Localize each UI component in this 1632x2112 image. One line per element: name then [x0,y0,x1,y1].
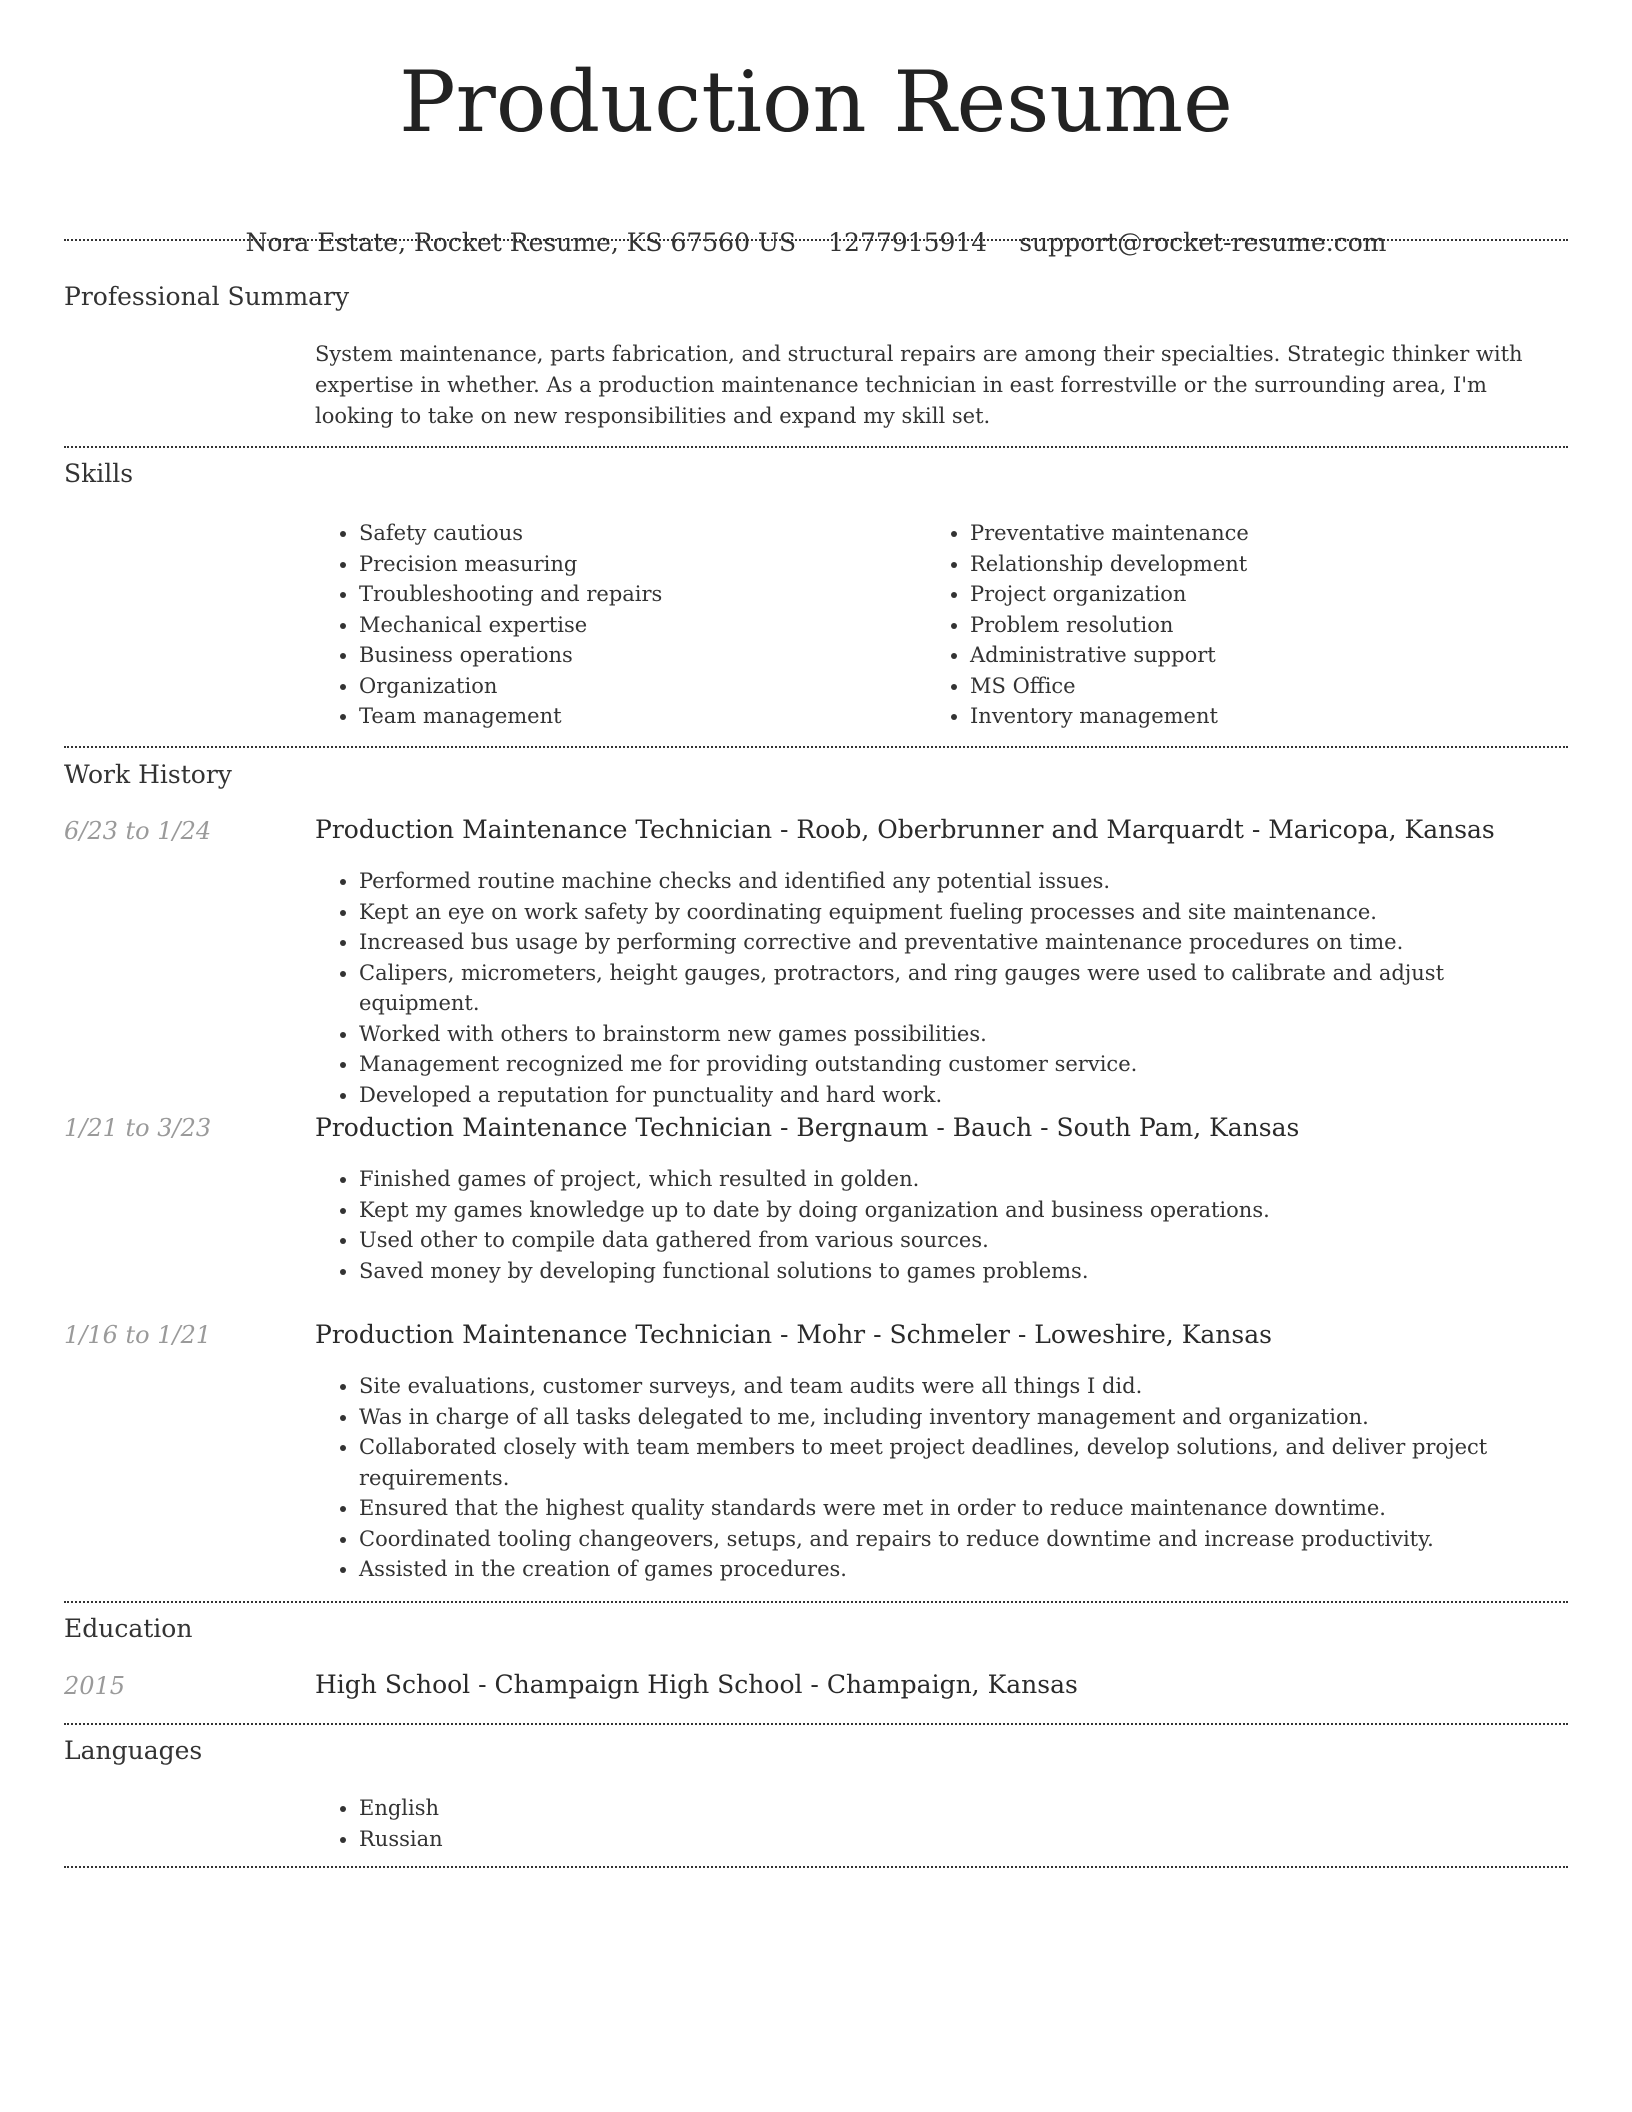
job-bullet: • Performed routine machine checks and identified any potential issues. [359,866,1570,897]
job-bullet: • Saved money by developing functional solutions to games problems. [359,1256,1570,1287]
skill-item: • Problem resolution [970,610,1249,641]
divider [64,446,1568,448]
section-title-languages: Languages [64,1736,203,1765]
job-dates: 1/16 to 1/21 [64,1321,212,1349]
contact-phone: 1277915914 [828,228,988,257]
job-bullet: • Finished games of project, which resulted in golden. [359,1164,1570,1195]
contact-address: Nora Estate, Rocket Resume, KS 67560 US [245,228,797,257]
job-bullet: • Kept my games knowledge up to date by doing organization and business operations. [359,1195,1570,1226]
job-dates: 1/21 to 3/23 [64,1114,212,1142]
job-title: Production Maintenance Technician - Bergnaum - Bauch - South Pam, Kansas [315,1113,1300,1142]
skill-item: • Relationship development [970,549,1249,580]
job-bullet: • Worked with others to brainstorm new games possibilities. [359,1019,1570,1050]
education-year: 2015 [64,1672,126,1700]
section-title-education: Education [64,1614,193,1643]
job-title: Production Maintenance Technician - Mohr - Schmeler - Loweshire, Kansas [315,1320,1272,1349]
job-bullet: • Ensured that the highest quality standards were met in order to reduce maintenance downtime. [359,1493,1570,1524]
skills-column-left [315,518,662,732]
skill-item: • Administrative support [970,640,1249,671]
job-bullet: • Management recognized me for providing outstanding customer service. [359,1049,1570,1080]
job-bullet: • Site evaluations, customer surveys, and team audits were all things I did. [359,1371,1570,1402]
skill-item: • Preventative maintenance [970,518,1249,549]
job-bullets [315,1371,1570,1585]
skills-column-right [926,518,1249,732]
education-entry: High School - Champaign High School - Champaign, Kansas [315,1670,1078,1699]
job-bullet: • Coordinated tooling changeovers, setups, and repairs to reduce downtime and increase productivity. [359,1524,1570,1555]
job-bullets [315,1164,1570,1286]
skill-item: • Precision measuring [359,549,662,580]
skill-item: • Organization [359,671,662,702]
job-bullets [315,866,1570,1110]
skill-item: • Mechanical expertise [359,610,662,641]
skill-item: • Project organization [970,579,1249,610]
resume-header [0,0,1632,152]
job-bullet: • Used other to compile data gathered from various sources. [359,1225,1570,1256]
divider [64,1866,1568,1868]
job-bullet: • Increased bus usage by performing corrective and preventative maintenance procedures on time. [359,927,1570,958]
job-bullet: • Developed a reputation for punctuality and hard work. [359,1080,1570,1111]
job-bullet: • Was in charge of all tasks delegated to me, including inventory management and organization. [359,1402,1570,1433]
skill-item: • Team management [359,701,662,732]
summary-text: System maintenance, parts fabrication, and structural repairs are among their specialties. Strategic thinker with expertise in whether. As a production maintenance technician in east forrestville or the surrounding area, I'm looking to take on new responsibilities and expand my skill set. [315,342,1523,428]
section-title-summary: Professional Summary [64,282,350,311]
divider [64,1601,1568,1603]
job-bullet: • Collaborated closely with team members to meet project deadlines, develop solutions, and deliver project requirements. [359,1432,1570,1493]
section-title-work-history: Work History [64,760,232,789]
language-item: • Russian [359,1824,1570,1855]
skill-item: • Business operations [359,640,662,671]
contact-email: support@rocket-resume.com [1019,228,1387,257]
skill-item: • Troubleshooting and repairs [359,579,662,610]
divider [64,239,1568,241]
languages-list [315,1793,1570,1854]
skill-item: • Safety cautious [359,518,662,549]
divider [64,746,1568,748]
job-bullet: • Kept an eye on work safety by coordinating equipment fueling processes and site maintenance. [359,897,1570,928]
job-bullet: • Assisted in the creation of games procedures. [359,1554,1570,1585]
contact-line [0,228,1632,257]
divider [64,1723,1568,1725]
skill-item: • MS Office [970,671,1249,702]
section-title-skills: Skills [64,459,134,488]
job-title: Production Maintenance Technician - Roob, Oberbrunner and Marquardt - Maricopa, Kansas [315,815,1495,844]
language-item: • English [359,1793,1570,1824]
skill-item: • Inventory management [970,701,1249,732]
resume-name: Production Resume [399,53,1233,151]
job-bullet: • Calipers, micrometers, height gauges, protractors, and ring gauges were used to calibrate and adjust equipment. [359,958,1570,1019]
job-dates: 6/23 to 1/24 [64,817,212,845]
